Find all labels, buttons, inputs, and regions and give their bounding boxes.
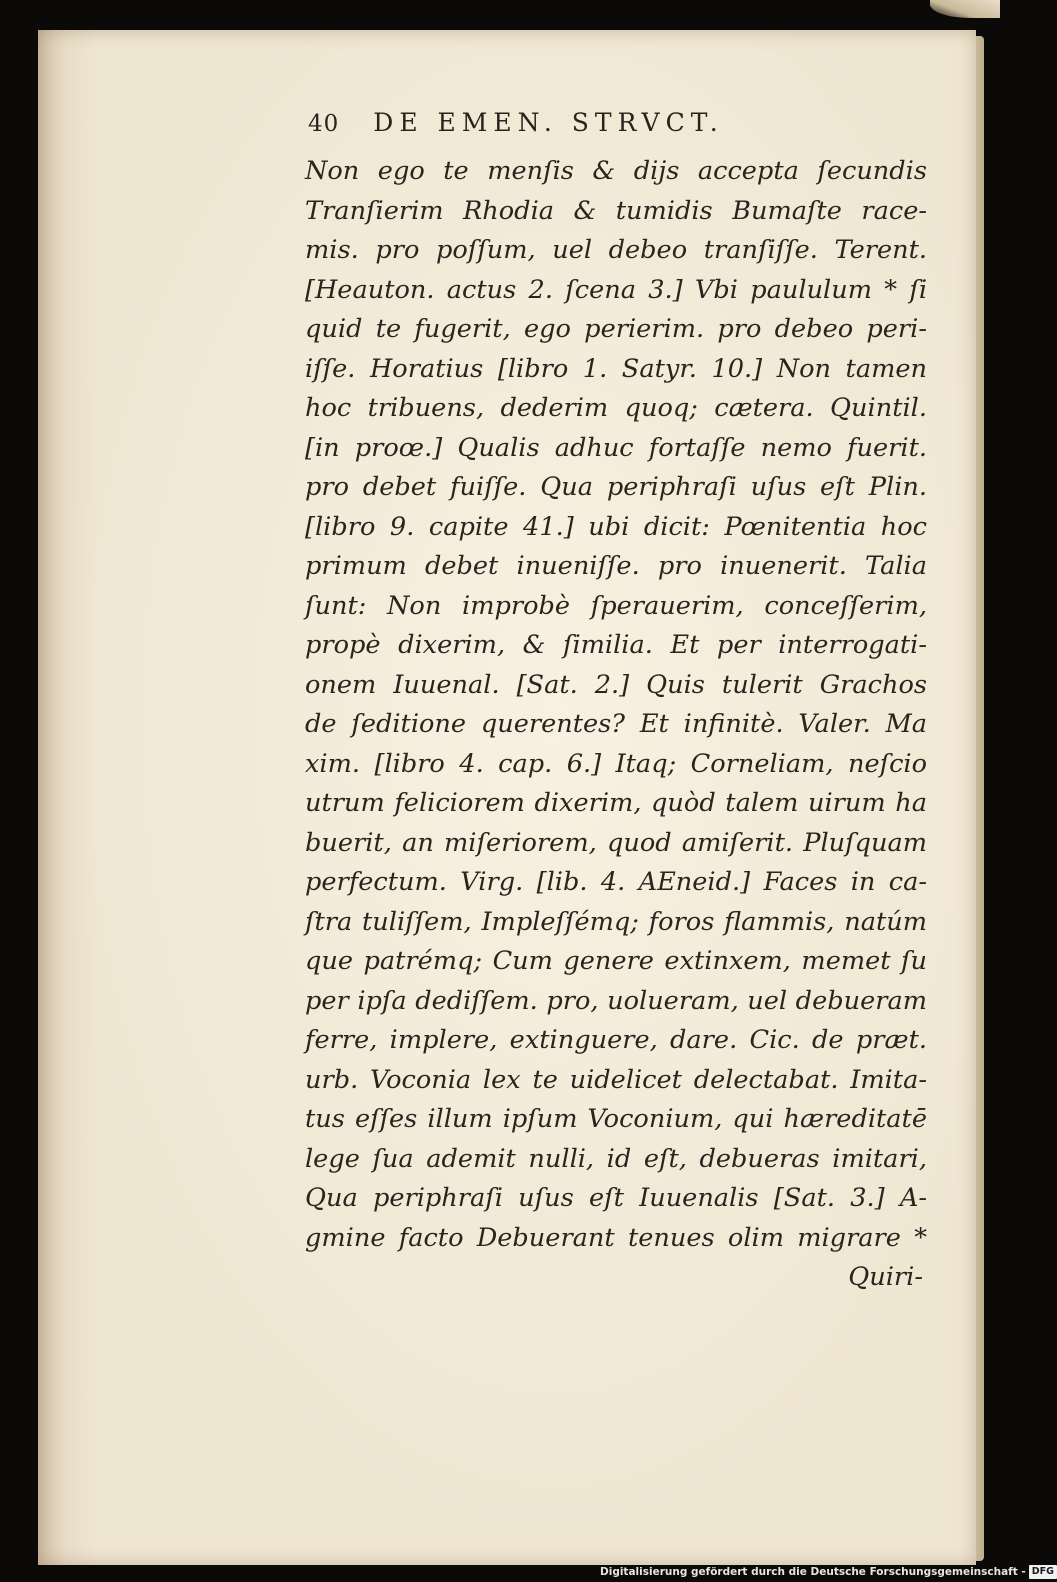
text-line: lege ſua ademit nulli, id eſt, debueras imitari, [305,1143,927,1174]
running-title: DE EMEN. STRVCT. [373,108,724,137]
text-line: ſtra tuliſſem, Impleſſémq; foros flammis, natúm [305,906,927,937]
text-line: [libro 9. capite 41.] ubi dicit: Pœnitentia hoc [305,511,927,542]
text-line: que patrémq; Cum genere extinxem, memet ſu [305,946,927,976]
text-line: Tranſierim Rhodia & tumidis Bumaſte race- [305,195,927,226]
catchword: Quiri- [848,1262,923,1292]
page-corner-curl [930,0,1000,18]
text-line: tus eſſes illum ipſum Voconium, qui hæreditatē [305,1104,927,1134]
text-line: de ſeditione querentes? Et infinitè. Valer. Ma [305,709,927,739]
text-line: propè dixerim, & ſimilia. Et per interrogati- [305,630,927,660]
text-line: primum debet inueniſſe. pro inuenerit. Talia [305,551,927,581]
text-line: iſſe. Horatius [libro 1. Satyr. 10.] Non tamen [305,353,927,384]
text-line: buerit, an miſeriorem, quod amiſerit. Pluſquam [305,827,927,858]
credit-text: Digitalisierung gefördert durch die Deutsche Forschungsgemeinschaft - [600,1566,1026,1578]
text-line: ſunt: Non improbè ſperauerim, conceſſerim, [305,590,927,621]
text-line: urb. Voconia lex te uidelicet delectabat. Imita- [305,1064,927,1095]
text-line: gmine facto Debuerant tenues olim migrare * [305,1222,927,1253]
text-line: xim. [libro 4. cap. 6.] Itaq; Corneliam, neſcio [305,748,927,779]
page-number: 40 [308,111,340,137]
text-line: per ipſa dediſſem. pro, uolueram, uel debueram [305,985,927,1016]
text-line: perfectum. Virg. [lib. 4. AEneid.] Faces in ca- [305,867,927,897]
digitization-credit [600,1563,1054,1582]
text-line: hoc tribuens, dederim quoq; cætera. Quintil. [305,393,927,423]
text-line: ferre, implere, extinguere, dare. Cic. de præt. [305,1025,927,1055]
text-line: utrum feliciorem dixerim, quòd talem uirum ha [305,788,927,818]
dfg-logo: DFG [1029,1565,1057,1579]
text-line: Qua periphraſi uſus eſt Iuuenalis [Sat. 3.] A- [305,1183,927,1213]
text-line: quid te fugerit, ego perierim. pro debeo peri- [305,314,927,344]
text-line: pro debet fuiſſe. Qua periphraſi uſus eſt Plin. [305,472,927,502]
text-line: onem Iuuenal. [Sat. 2.] Quis tulerit Grachos [305,669,927,700]
running-header [308,108,848,148]
body-text [305,152,927,1298]
text-line: Non ego te menſis & dijs accepta ſecundis [305,156,927,186]
text-line: mis. pro poſſum, uel debeo tranſiſſe. Terent. [305,235,927,265]
text-line: [Heauton. actus 2. ſcena 3.] Vbi paululum * ſi [305,274,927,305]
text-line: [in proœ.] Qualis adhuc fortaſſe nemo fuerit. [305,432,927,463]
